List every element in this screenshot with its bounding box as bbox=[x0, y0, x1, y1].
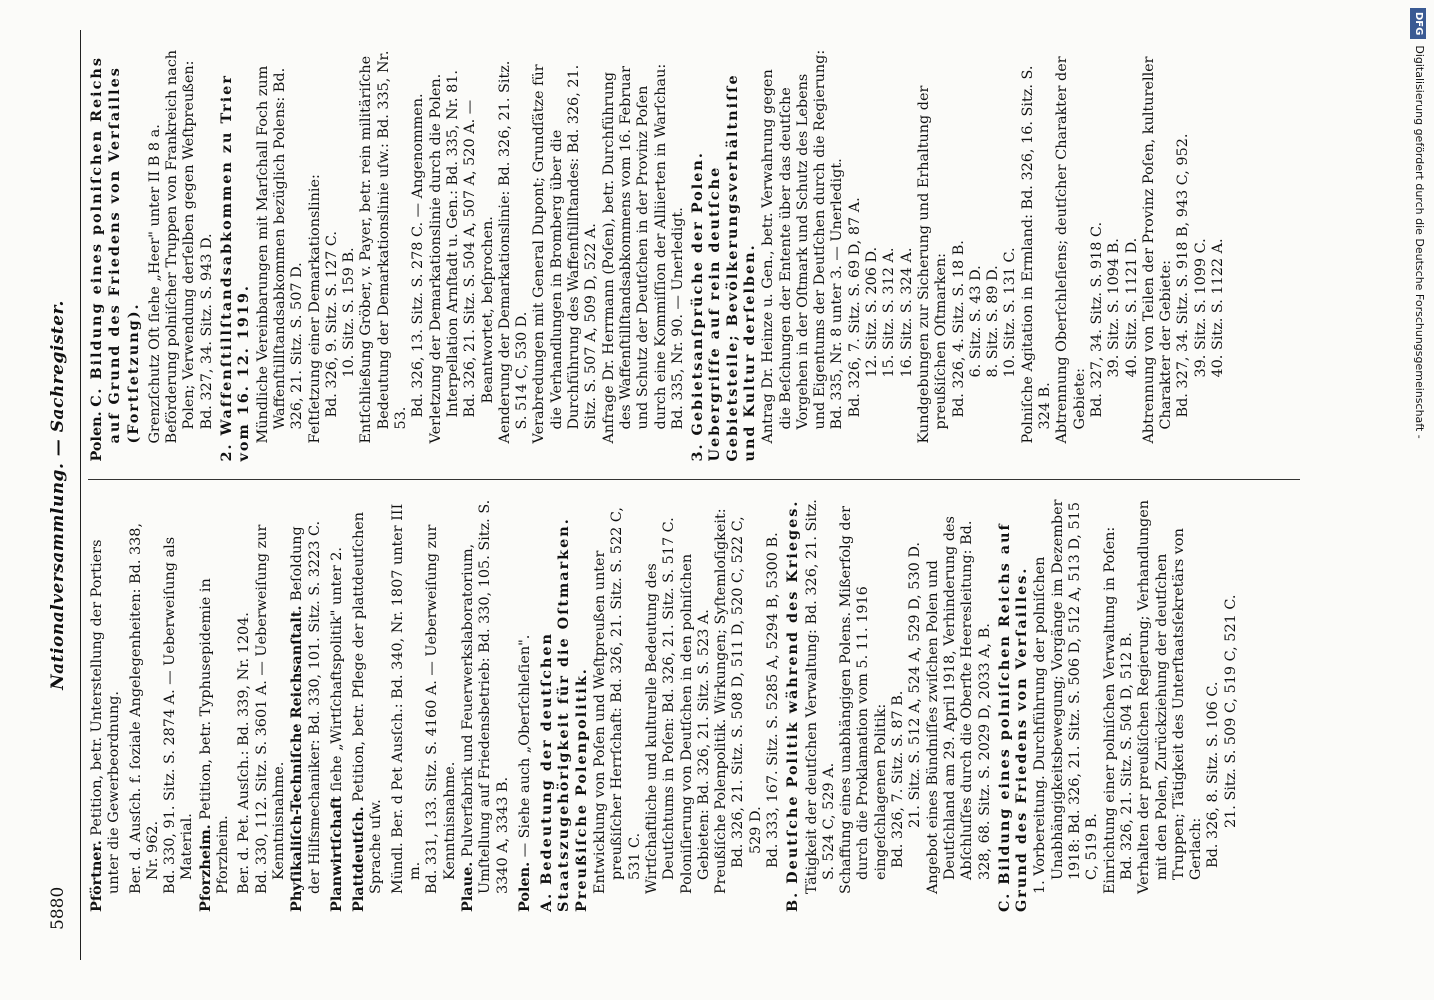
section-c-item: Grenzſchutz Oſt ſiehe „Heer" unter II B 8 a. bbox=[146, 124, 163, 444]
section-c-ref: Bd. 326, 7. Sitz. S. 69 D, 87 A. bbox=[846, 197, 863, 418]
section-c-item: Verhalten der preußiſchen Regierung; Verhandlungen mit den Polen, Zurückziehung der deutſchen Truppen; Tätigkeit des Unterſtaatsſekretärs von Gerlach: bbox=[1136, 499, 1205, 894]
section-a-heading: A. Bedeutung der deutſchen Staatszugehörigkeit für die Oſtmarken. Preußiſche Polenpolitik. bbox=[538, 517, 590, 912]
section-c-ref: Bd. 326, 13. Sitz. S. 278 C. — Angenommen. bbox=[410, 93, 427, 418]
section-c-item: Abtrennung Oberſchleſiens; deutſcher Charakter der Gebiete: bbox=[1054, 56, 1088, 444]
entry-plaue: Plaue. Pulverfabrik und Feuerwerkslaboratorium, Umſtellung auf Friedensbetrieb: Bd. 330, 105. Sitz. S. 3340 A, 3343 B. bbox=[458, 499, 511, 912]
digitization-credit: Digitalisierung gefördert durch die Deutsche Forschungsgemeinschaft - bbox=[1413, 45, 1426, 439]
section-b-item: Tätigkeit der deutſchen Verwaltung: Bd. 326, 21. Sitz. S. 524 C, 529 A. bbox=[803, 499, 837, 894]
entry-pforzheim-ref: Bd. 330, 112. Sitz. S. 3601 A. — Ueberweiſung zur Kenntnisnahme. bbox=[253, 524, 287, 894]
section-a-ref: Bd. 326, 21. Sitz. S. 508 D, 511 D, 520 C, 522 C, 529 D. bbox=[730, 516, 764, 868]
section-c-heading: C. Bildung eines polniſchen Reichs auf Grund des Friedens von Verſailles. bbox=[995, 522, 1031, 912]
section-c-item: Kundgebungen zur Sicherung und Erhaltung der preußiſchen Oſtmarken: bbox=[915, 85, 950, 444]
entry-pfoertner: Pförtner. Petition, betr. Unterstellung der Portiers unter die Gewerbeordnung. bbox=[88, 539, 123, 912]
register-columns bbox=[88, 30, 1300, 930]
subsection-3-heading: 3. Gebietsanſprüche der Polen. Uebergriffe auf rein deutſche Gebietsteile; Bevölkerungsverhältniſſe und Kultur derſelben. bbox=[689, 73, 758, 462]
section-c-item: 1. Vorbereitung. Durchführung der polniſchen Unabhängigkeitsbewegung; Vorgänge im Dezember 1918: Bd. 326, 21. Sitz. S. 506 D, 512 A, 513 D, 515 C, 519 B. bbox=[1032, 499, 1101, 894]
entry-plattdeutsch-ref: Bd. 331, 133. Sitz. S. 4160 A. — Ueberweiſung zur Kenntnisnahme. bbox=[424, 524, 458, 894]
section-c-ref: 40. Sitz. S. 1121 D. bbox=[1123, 237, 1140, 378]
section-b-heading: B. Deutſche Politik während des Krieges. bbox=[784, 499, 802, 912]
left-column bbox=[88, 480, 1300, 931]
section-c-ref: 6. Sitz. S. 43 D. bbox=[967, 265, 984, 378]
section-a-item: Preußiſche Polenpolitik. Wirkungen; Syſtemloſigkeit: bbox=[713, 508, 730, 894]
subsection-2-heading: 2. Waffenſtillſtandsabkommen zu Trier vom 16. 12. 1919. bbox=[218, 74, 253, 462]
section-c-item: Mündliche Vereinbarungen mit Marſchall Foch zum Waffenſtillſtandsabkommen bezüglich Polens: Bd. 326, 21. Sitz. S. 507 D. bbox=[254, 65, 306, 444]
entry-plattdeutsch-report: Mündl. Ber. d Pet Ausſch.: Bd. 340, Nr. 1807 unter III m. bbox=[389, 503, 424, 894]
section-c-ref: 12. Sitz. S. 206 D. bbox=[864, 246, 881, 378]
entry-pforzheim-report: Ber. d. Pet. Ausſch.: Bd. 339, Nr. 1204. bbox=[236, 612, 253, 894]
section-c-item: Aenderung der Demarkationslinie: Bd. 326, 21. Sitz. S. 514 C, 530 D. bbox=[496, 60, 531, 444]
entry-polen-continued: Polen. C. Bildung eines polniſchen Reichs auf Grund des Friedens von Verſailles (Fortſetzung). bbox=[88, 56, 142, 462]
section-c-item: Verabredungen mit General Dupont; Grundſätze für die Verhandlungen in Bromberg über die Durchführung des Waffenſtillſtandes: Bd. 326, 21. Sitz. S. 507 A, 509 D, 522 A. bbox=[531, 64, 600, 444]
entry-ptr: Phyſikaliſch-Techniſche Reichsanſtalt. Beſoldung der Hilfsmechaniker: Bd. 330, 101. Sitz. S. 3223 C. bbox=[288, 520, 323, 912]
section-a-item: Wirtſchaftliche und kulturelle Bedeutung des Deutſchtums in Poſen: Bd. 326, 21. Sitz. S. 517 C. bbox=[643, 517, 678, 894]
section-c-ref: 16. Sitz. S. 324 A. bbox=[898, 247, 915, 378]
section-c-ref: Bd. 326, 9. Sitz. S. 127 C. bbox=[323, 231, 340, 418]
section-c-ref: 10. Sitz. S. 131 C. bbox=[1002, 247, 1019, 378]
entry-pforzheim: Pforzheim. Petition, betr. Typhusepidemie in Pforzheim. bbox=[196, 578, 232, 912]
section-c-item: Antrag Dr. Heinze u. Gen., betr. Verwahrung gegen die Beſchungen der Entente über das deutſche Vorgehen in der Oſtmark und Schutz des Lebens und Eigentums der Deutſchen durch die Regierung: Bd. 335, Nr. 8 unter 3. — Unerledigt. bbox=[760, 49, 846, 444]
section-c-item: Feſtſetzung einer Demarkationslinie: bbox=[306, 174, 323, 444]
dfg-logo: DFG bbox=[1410, 8, 1426, 39]
entry-plattdeutsch: Plattdeutſch. Petition, betr. Pflege der plattdeutſchen Sprache uſw. bbox=[350, 511, 385, 912]
entry-polen: Polen. — Siehe auch „Oberſchleſien". bbox=[515, 634, 533, 912]
digitization-sidebar bbox=[1408, 8, 1430, 993]
section-c-ref: 21. Sitz. S. 509 C, 519 C, 521 C. bbox=[1222, 594, 1239, 828]
section-c-ref: 40. Sitz. S. 1122 A. bbox=[1210, 238, 1226, 378]
section-c-item: Einrichtung einer polniſchen Verwaltung in Poſen: Bd. 326, 21. Sitz. S. 504 D, 512 B. bbox=[1101, 526, 1135, 894]
section-c-ref: 15. Sitz. S. 312 A. bbox=[881, 247, 898, 378]
entry-pfoertner-ref: Bd. 330, 91. Sitz. S. 2874 A. — Ueberweiſung als Material. bbox=[162, 536, 196, 894]
section-c-ref: 8. Sitz. S. 89 D. bbox=[985, 265, 1002, 378]
section-b-item: Schaffung eines unabhängigen Polens. Mißerfolg der durch die Proklamation vom 5. 11. 1916 eingeſchlagenen Politik: bbox=[838, 505, 889, 894]
section-c-ref: Bd. 327, 34. Sitz. S. 918 B, 943 C, 952. bbox=[1175, 133, 1192, 418]
section-c-item: Beförderung polniſcher Truppen von Frankreich nach Polen; Verwendung derſelben gegen Weſtpreußen: Bd. 327, 34. Sitz. S. 943 D. bbox=[164, 49, 215, 444]
section-c-ref: Bd. 326, 8. Sitz. S. 106 C. bbox=[1205, 681, 1222, 868]
section-c-ref: 10. Sitz. S. 159 B. bbox=[341, 247, 358, 378]
section-b-item: Angebot eines Bündniſſes zwiſchen Polen und Deutſchland am 29. April 1918, Verhinderung des Abſchluſſes durch die Oberſte Heeresleitung: Bd. 328, 68. Sitz. S. 2029 D, 2033 A, B. bbox=[924, 516, 993, 894]
section-a-item: Entwicklung von Poſen und Weſtpreußen unter preußiſcher Herrſchaft: Bd. 326, 21. Sitz. S. 522 C, 531 C. bbox=[592, 507, 643, 894]
section-c-ref: Bd. 327, 34. Sitz. S. 918 C. bbox=[1088, 221, 1105, 418]
section-a-ref: Bd. 333, 167. Sitz. S. 5285 A, 5294 B, 5300 B. bbox=[764, 532, 781, 868]
section-b-ref: Bd. 326, 7. Sitz. S. 87 B. bbox=[890, 690, 907, 868]
section-c-ref: Interpellation Arnſtadt u. Gen.: Bd. 335, Nr. 81. bbox=[444, 69, 461, 418]
page-header bbox=[40, 30, 81, 960]
section-c-ref: 39. Sitz. S. 1094 B. bbox=[1106, 238, 1123, 378]
page-number: 5880 bbox=[48, 886, 68, 930]
running-head: Nationalversammlung. — Sachregister. bbox=[48, 300, 68, 690]
section-c-item: Polniſche Agitation in Ermland: Bd. 326, 16. Sitz. S. 324 B. bbox=[1019, 65, 1054, 444]
section-a-item: Poloniſierung von Deutſchen in den polniſchen Gebieten: Bd. 326, 21. Sitz. S. 523 A. bbox=[678, 553, 712, 894]
entry-pfoertner-report: Ber. d. Ausſch. f. ſoziale Angelegenheiten: Bd. 338, Nr. 962. bbox=[127, 522, 161, 894]
section-c-item: Entſchließung Gröber, v. Payer, betr. rein militäriſche Bedeutung der Demarkationslinie uſw.: Bd. 335, Nr. 53. bbox=[358, 50, 410, 444]
section-c-ref: Bd. 326, 21. Sitz. S. 504 A, 507 A, 520 A. — Beantwortet, beſprochen. bbox=[462, 99, 496, 418]
entry-planwirtschaft: Planwirtſchaft ſiehe „Wirtſchaftspolitik" unter 2. bbox=[327, 546, 345, 912]
section-c-item: Anfrage Dr. Herrmann (Poſen), betr. Durchführung des Waffenſtillſtandsabkommens vom 16. Februar und Schutz der Deutſchen in der Provinz Poſen durch eine Kommiſſion der Alliierten in Warſchau: Bd. 335, Nr. 90. — Unerledigt. bbox=[600, 63, 686, 444]
right-column bbox=[88, 30, 1300, 480]
section-c-item: Verletzung der Demarkationslinie durch die Polen. bbox=[427, 73, 444, 444]
section-c-ref: 39. Sitz. S. 1099 C. bbox=[1192, 238, 1209, 378]
section-b-ref: 21. Sitz. S. 512 A, 524 A, 529 D, 530 D. bbox=[907, 542, 924, 828]
section-c-item: Abtrennung von Teilen der Provinz Poſen, kultureller Charakter der Gebiete: bbox=[1140, 56, 1175, 444]
section-c-ref: Bd. 326, 4. Sitz. S. 18 B. bbox=[950, 240, 967, 418]
